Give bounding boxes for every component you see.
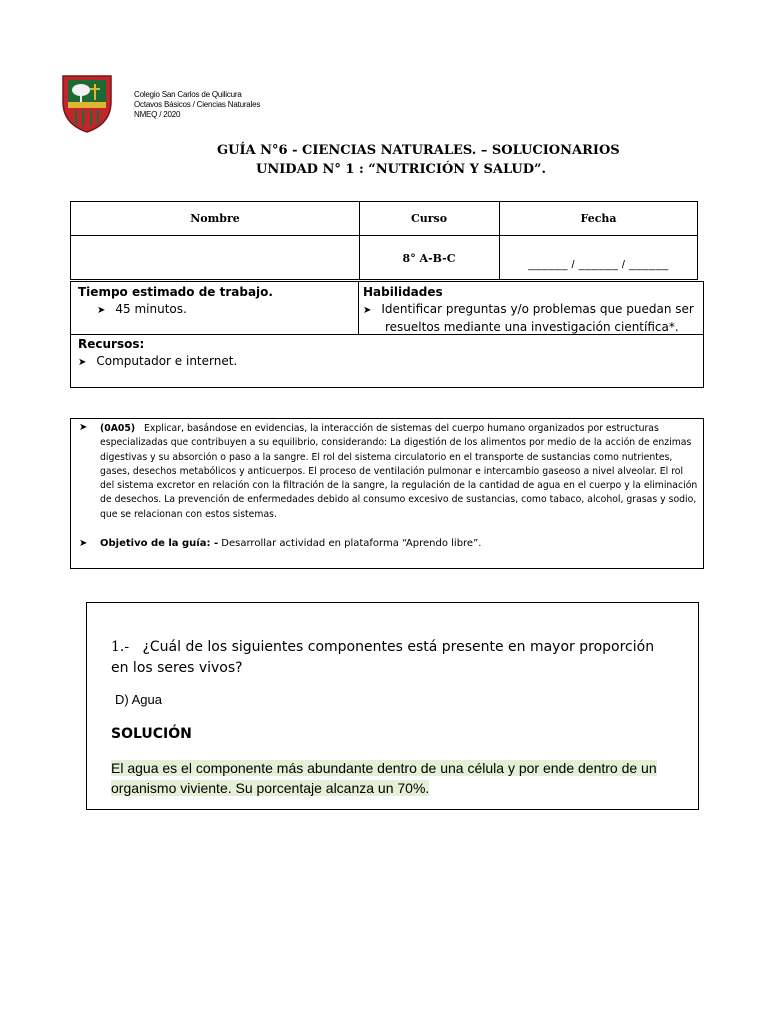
tiempo-value: 45 minutos.	[115, 302, 187, 316]
question-box	[86, 602, 699, 810]
school-code: NMEQ / 2020	[134, 110, 181, 119]
question-text: ¿Cuál de los siguientes componentes está presente en mayor proporción en los seres vivos?	[111, 639, 655, 676]
question-text-block	[111, 637, 671, 679]
solution-explanation	[111, 758, 671, 798]
recursos-item	[78, 353, 237, 371]
column-header-curso: Curso	[410, 212, 448, 225]
recursos-label: Recursos:	[78, 337, 145, 351]
school-name: Colegio San Carlos de Quilicura	[134, 90, 242, 99]
objective-text: Desarrollar actividad en plataforma “Aprendo libre”.	[218, 538, 482, 549]
habilidades-item	[363, 301, 694, 336]
recursos-value: Computador e internet.	[96, 354, 238, 368]
arrow-bullet-icon: ➤	[79, 422, 88, 433]
oa-paragraph	[100, 422, 700, 522]
habilidades-line1: Identificar preguntas y/o problemas que puedan ser	[381, 302, 694, 316]
habilidades-label: Habilidades	[363, 285, 443, 299]
arrow-bullet-icon: ➤	[97, 305, 106, 316]
tiempo-label: Tiempo estimado de trabajo.	[78, 285, 273, 299]
curso-value: 8° A-B-C	[402, 252, 456, 265]
oa-code: (0A05)	[100, 423, 136, 434]
question-number: 1.-	[111, 639, 130, 655]
tiempo-item	[97, 301, 187, 319]
unit-title: UNIDAD N° 1 : “NUTRICIÓN Y SALUD”.	[256, 162, 547, 177]
guide-objective	[100, 538, 481, 549]
column-header-fecha: Fecha	[580, 212, 617, 225]
activity-details-box	[70, 281, 704, 388]
student-info-table	[70, 201, 698, 280]
column-header-nombre: Nombre	[190, 212, 240, 225]
arrow-bullet-icon: ➤	[78, 357, 87, 368]
school-level: Octavos Básicos / Ciencias Naturales	[134, 100, 261, 109]
school-crest-logo	[61, 72, 113, 134]
school-info	[134, 90, 260, 120]
explanation-line1: El agua es el componente más abundante dentro de una célula y por ende dentro de un	[111, 760, 657, 776]
objective-label: Objetivo de la guía: -	[100, 538, 219, 549]
habilidades-line2: resueltos mediante una investigación científica*.	[385, 320, 679, 334]
arrow-bullet-icon: ➤	[363, 305, 372, 316]
fecha-blank: ______ / ______ / ______	[528, 259, 669, 271]
explanation-line2: organismo viviente. Su porcentaje alcanza un 70%.	[111, 780, 430, 796]
oa-text: Explicar, basándose en evidencias, la interacción de sistemas del cuerpo humano organizados por estructuras especializadas que contribuyen a su equilibrio, considerando: La digestión de los alimentos por medio de la acción de enzimas digestivas y su absorción o paso a la sangre. El rol del sistema circulatorio en el transporte de sustancias como nutrientes, gases, desechos metabólicos y anticuerpos. El proceso de ventilación pulmonar e intercambio gaseoso a nivel alveolar. El rol del sistema excretor en relación con la filtración de la sangre, la regulación de la cantidad de agua en el cuerpo y la eliminación de desechos. La prevención de enfermedades debido al consumo excesivo de sustancias, como tabaco, alcohol, grasas y sodio, que se relacionan con estos sistemas.	[100, 423, 698, 520]
answer-option: D) Agua	[115, 692, 162, 707]
arrow-bullet-icon: ➤	[79, 538, 88, 549]
solution-label: SOLUCIÓN	[111, 726, 192, 742]
objectives-box	[70, 418, 704, 569]
guide-title: GUÍA N°6 - CIENCIAS NATURALES. – SOLUCIONARIOS	[217, 143, 620, 158]
